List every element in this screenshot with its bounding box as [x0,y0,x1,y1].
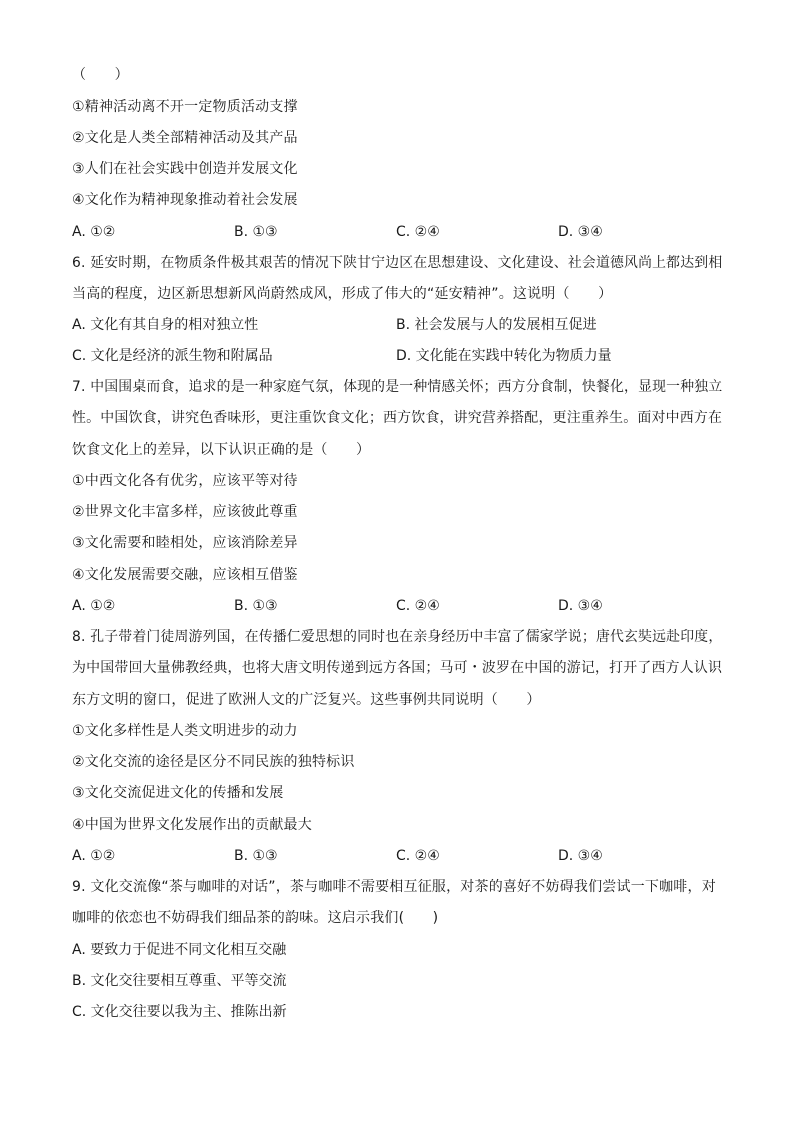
q5-paren: （ ） [72,67,129,83]
q7-stem-line-2: 性。中国饮食，讲究色香味形，更注重饮食文化；西方饮食，讲究营养搭配，更注重养生。面对中西方在 [72,410,723,426]
q7-option-c: C. ②④ [396,598,440,614]
q7-option-b: B. ①③ [234,598,278,614]
q8-option-d: D. ③④ [558,848,603,864]
q8-stem-line-3: 东方文明的窗口，促进了欧洲人文的广泛复兴。这些事例共同说明（ ） [72,692,541,708]
q7-stem-line-3: 饮食文化上的差异，以下认识正确的是（ ） [72,442,371,458]
q6-option-b: B. 社会发展与人的发展相互促进 [396,317,597,333]
q9-option-a: A. 要致力于促进不同文化相互交融 [72,942,287,958]
q7-option-a: A. ①② [72,598,116,614]
q9-option-b: B. 文化交往要相互尊重、平等交流 [72,973,287,989]
q6-option-a: A. 文化有其自身的相对独立性 [72,317,259,333]
q8-option-c: C. ②④ [396,848,440,864]
q8-item-3: ③文化交流促进文化的传播和发展 [72,785,284,801]
q8-stem-line-2: 为中国带回大量佛教经典，也将大唐文明传递到远方各国；马可・波罗在中国的游记，打开了西方人认识 [72,660,723,676]
q8-item-2: ②文化交流的途径是区分不同民族的独特标识 [72,754,355,770]
q8-option-b: B. ①③ [234,848,278,864]
q7-stem-line-1: 7. 中国围桌而食，追求的是一种家庭气氛，体现的是一种情感关怀；西方分食制，快餐化，显现一种独立 [72,379,723,395]
q8-option-a: A. ①② [72,848,116,864]
q7-option-d: D. ③④ [558,598,603,614]
q8-stem-line-1: 8. 孔子带着门徒周游列国，在传播仁爱思想的同时也在亲身经历中丰富了儒家学说；唐代玄奘远赴印度， [72,629,723,645]
q9-stem-line-1: 9. 文化交流像“茶与咖啡的对话”，茶与咖啡不需要相互征服，对茶的喜好不妨碍我们尝试一下咖啡，对 [72,879,716,895]
q5-option-b: B. ①③ [234,224,278,240]
q5-option-d: D. ③④ [558,224,603,240]
q6-stem-line-1: 6. 延安时期，在物质条件极其艰苦的情况下陕甘宁边区在思想建设、文化建设、社会道德风尚上都达到相 [72,255,723,271]
q7-item-1: ①中西文化各有优劣，应该平等对待 [72,473,298,489]
q9-option-c: C. 文化交往要以我为主、推陈出新 [72,1004,287,1020]
q8-item-4: ④中国为世界文化发展作出的贡献最大 [72,817,312,833]
q7-item-2: ②世界文化丰富多样，应该彼此尊重 [72,504,298,520]
q7-item-4: ④文化发展需要交融，应该相互借鉴 [72,567,298,583]
q5-option-a: A. ①② [72,224,116,240]
q6-option-c: C. 文化是经济的派生物和附属品 [72,348,273,364]
q5-item-3: ③人们在社会实践中创造并发展文化 [72,161,298,177]
q5-item-1: ①精神活动离不开一定物质活动支撑 [72,99,298,115]
q8-item-1: ①文化多样性是人类文明进步的动力 [72,723,298,739]
q5-option-c: C. ②④ [396,224,440,240]
q6-option-d: D. 文化能在实践中转化为物质力量 [396,348,612,364]
q5-item-2: ②文化是人类全部精神活动及其产品 [72,130,298,146]
q9-stem-line-2: 咖啡的依恋也不妨碍我们细品茶的韵味。这启示我们( ) [72,910,439,926]
q5-item-4: ④文化作为精神现象推动着社会发展 [72,192,298,208]
q7-item-3: ③文化需要和睦相处，应该消除差异 [72,535,298,551]
q6-stem-line-2: 当高的程度，边区新思想新风尚蔚然成风，形成了伟大的“延安精神”。这说明（ ） [72,286,613,302]
